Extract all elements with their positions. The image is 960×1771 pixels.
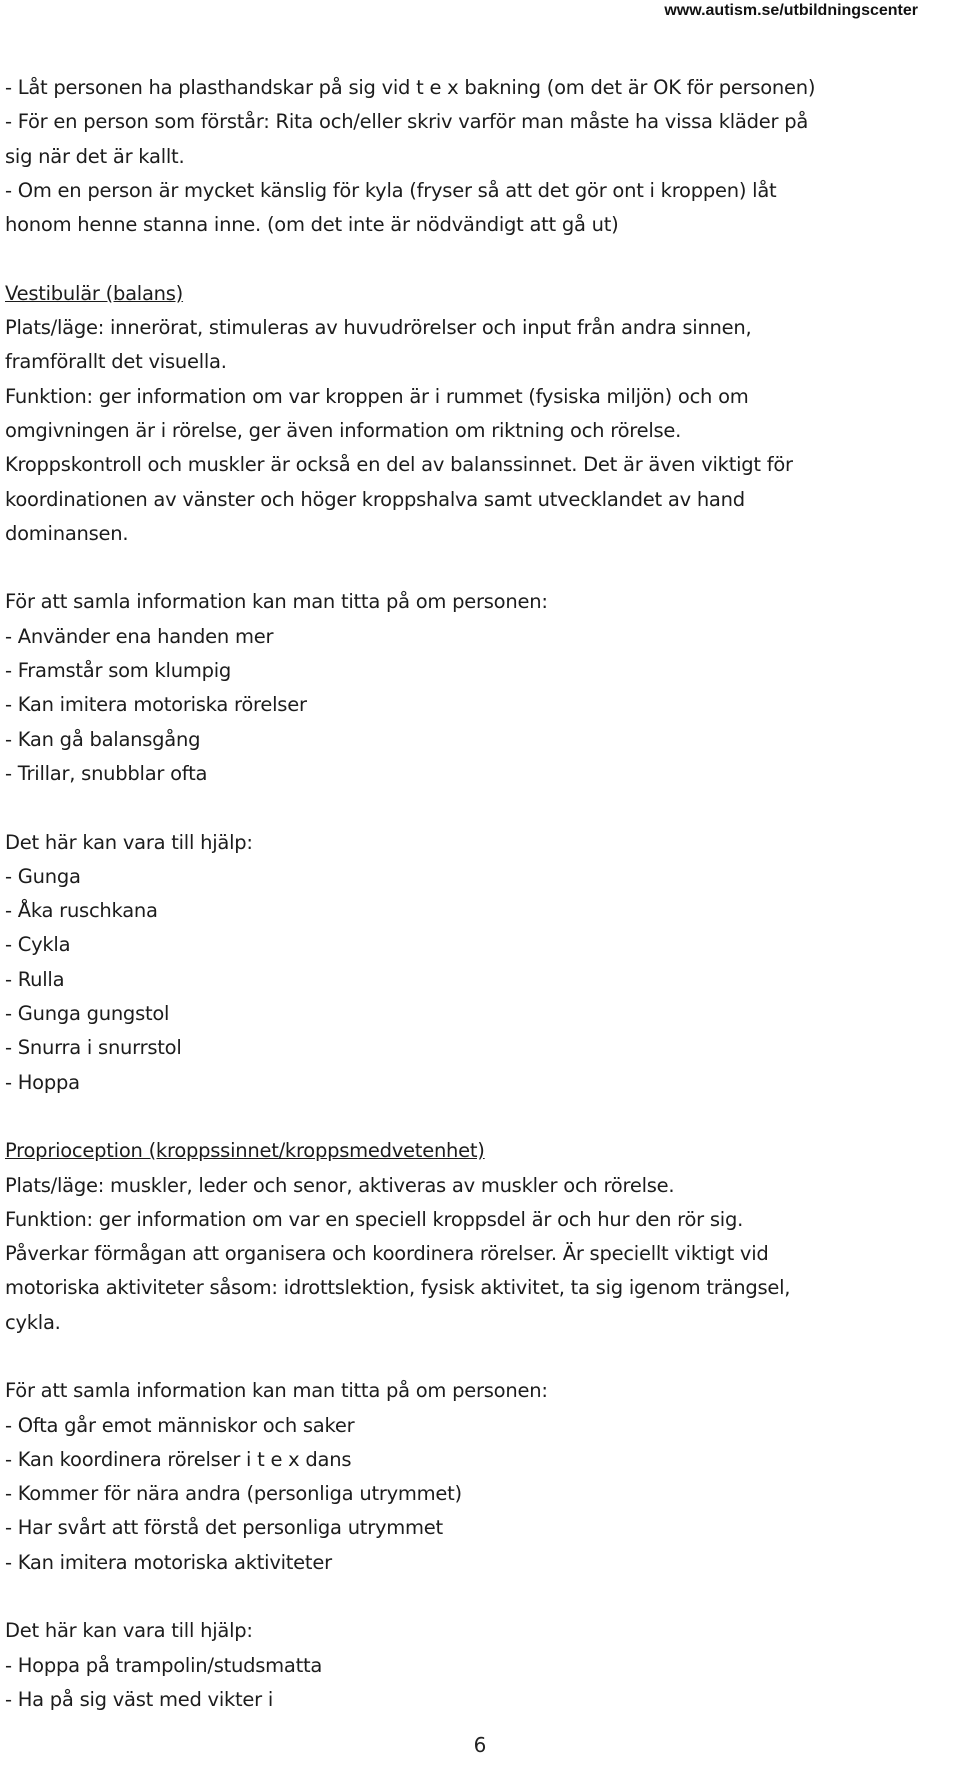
list-item: - Ha på sig väst med vikter i xyxy=(5,1687,274,1711)
description-line: motoriska aktiviteter såsom: idrottslektion, fysisk aktivitet, ta sig igenom trängsel, xyxy=(5,1276,791,1300)
list-item: - Kan imitera motoriska aktiviteter xyxy=(5,1550,332,1574)
info-intro: För att samla information kan man titta på om personen: xyxy=(5,590,548,614)
intro-line: - Om en person är mycket känslig för kyla (fryser så att det gör ont i kroppen) låt xyxy=(5,178,777,202)
description-line: Plats/läge: muskler, leder och senor, aktiveras av muskler och rörelse. xyxy=(5,1173,675,1197)
description-line: dominansen. xyxy=(5,521,129,545)
list-item: - Kan gå balansgång xyxy=(5,727,201,751)
vestibular-heading: Vestibulär (balans) xyxy=(5,281,184,305)
description-line: framförallt det visuella. xyxy=(5,350,227,374)
list-item: - Hoppa på trampolin/studsmatta xyxy=(5,1653,323,1677)
list-item: - Trillar, snubblar ofta xyxy=(5,761,208,785)
list-item: - Cykla xyxy=(5,933,71,957)
list-item: - Använder ena handen mer xyxy=(5,624,274,648)
help-intro: Det här kan vara till hjälp: xyxy=(5,1619,253,1643)
description-line: koordinationen av vänster och höger kroppshalva samt utvecklandet av hand xyxy=(5,487,745,511)
site-url-header: www.autism.se/utbildningscenter xyxy=(664,2,918,19)
description-line: cykla. xyxy=(5,1310,61,1334)
intro-line: - Låt personen ha plasthandskar på sig vid t e x bakning (om det är OK för personen) xyxy=(5,76,816,99)
proprioception-section xyxy=(5,1134,935,1717)
vestibular-section xyxy=(5,277,935,1100)
intro-line: honom henne stanna inne. (om det inte är nödvändigt att gå ut) xyxy=(5,213,619,237)
description-line: Funktion: ger information om var en speciell kroppsdel är och hur den rör sig. xyxy=(5,1207,744,1231)
proprioception-heading: Proprioception (kroppssinnet/kroppsmedvetenhet) xyxy=(5,1139,485,1163)
list-item: - Gunga xyxy=(5,864,81,888)
intro-line: - För en person som förstår: Rita och/eller skriv varför man måste ha vissa kläder på xyxy=(5,110,809,134)
list-item: - Åka ruschkana xyxy=(5,899,158,923)
list-item: - Kommer för nära andra (personliga utrymmet) xyxy=(5,1482,462,1506)
page-body xyxy=(5,71,935,1717)
list-item: - Rulla xyxy=(5,967,65,991)
list-item: - Gunga gungstol xyxy=(5,1002,170,1026)
list-item: - Kan imitera motoriska rörelser xyxy=(5,693,307,717)
list-item: - Kan koordinera rörelser i t e x dans xyxy=(5,1447,352,1471)
list-item: - Hoppa xyxy=(5,1070,80,1094)
list-item: - Ofta går emot människor och saker xyxy=(5,1413,355,1437)
help-intro: Det här kan vara till hjälp: xyxy=(5,830,253,854)
description-line: omgivningen är i rörelse, ger även information om riktning och rörelse. xyxy=(5,418,682,442)
intro-line: sig när det är kallt. xyxy=(5,144,185,168)
intro-paragraph xyxy=(5,71,935,242)
page-number: 6 xyxy=(473,1733,487,1757)
list-item: - Framstår som klumpig xyxy=(5,659,231,683)
list-item: - Har svårt att förstå det personliga utrymmet xyxy=(5,1516,443,1540)
info-intro: För att samla information kan man titta på om personen: xyxy=(5,1379,548,1403)
description-line: Plats/läge: innerörat, stimuleras av huvudrörelser och input från andra sinnen, xyxy=(5,316,752,340)
description-line: Funktion: ger information om var kroppen är i rummet (fysiska miljön) och om xyxy=(5,384,749,408)
list-item: - Snurra i snurrstol xyxy=(5,1036,182,1060)
description-line: Påverkar förmågan att organisera och koordinera rörelser. Är speciellt viktigt vid xyxy=(5,1242,769,1266)
description-line: Kroppskontroll och muskler är också en del av balanssinnet. Det är även viktigt för xyxy=(5,453,793,477)
